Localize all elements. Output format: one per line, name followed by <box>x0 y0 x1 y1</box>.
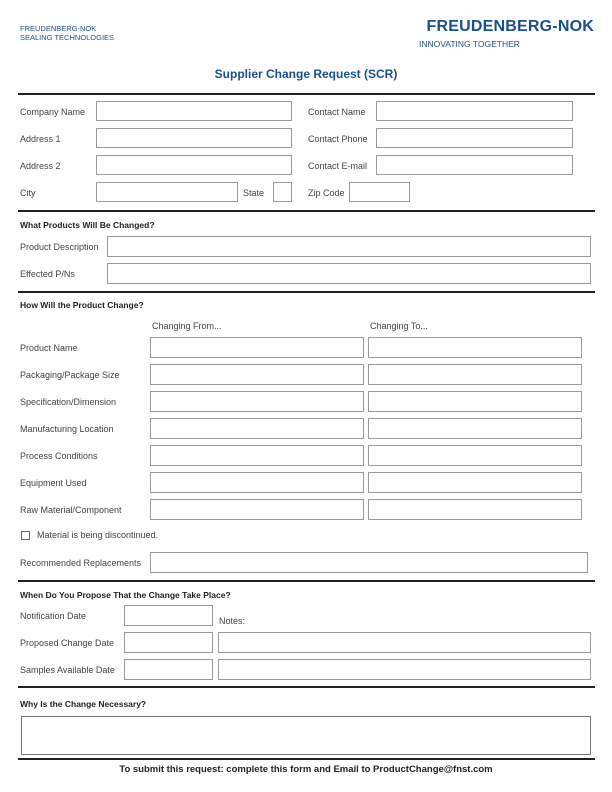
address1-label: Address 1 <box>20 134 61 144</box>
replacements-label: Recommended Replacements <box>20 558 142 568</box>
changing-to-field[interactable] <box>368 364 582 385</box>
changing-from-header: Changing From... <box>152 321 222 331</box>
discontinued-checkbox[interactable] <box>21 531 30 540</box>
divider <box>18 580 595 582</box>
change-row-label: Product Name <box>20 343 78 353</box>
company-name-field[interactable] <box>96 101 292 121</box>
samples-available-date-label: Samples Available Date <box>20 665 115 675</box>
changing-from-field[interactable] <box>150 445 364 466</box>
notification-date-field[interactable] <box>124 605 213 626</box>
address2-field[interactable] <box>96 155 292 175</box>
company-name-small <box>20 24 114 42</box>
proposed-change-date-field[interactable] <box>124 632 213 653</box>
changing-from-field[interactable] <box>150 364 364 385</box>
changing-from-field[interactable] <box>150 337 364 358</box>
samples-available-date-field[interactable] <box>124 659 213 680</box>
change-row-label: Raw Material/Component <box>20 505 122 515</box>
company-line2: SEALING TECHNOLOGIES <box>20 33 115 42</box>
divider <box>18 686 595 688</box>
address2-label: Address 2 <box>20 161 61 171</box>
timing-heading: When Do You Propose That the Change Take Place? <box>20 590 231 600</box>
state-label: State <box>243 188 265 198</box>
contact-name-label: Contact Name <box>308 107 366 117</box>
product-description-label: Product Description <box>20 242 99 252</box>
notes-field-1[interactable] <box>218 632 591 653</box>
effected-pns-label: Effected P/Ns <box>20 269 75 279</box>
discontinued-label: Material is being discontinued. <box>37 530 159 540</box>
change-row-label: Packaging/Package Size <box>20 370 120 380</box>
notes-field-2[interactable] <box>218 659 591 680</box>
change-row-label: Process Conditions <box>20 451 98 461</box>
effected-pns-field[interactable] <box>107 263 591 284</box>
contact-phone-label: Contact Phone <box>308 134 368 144</box>
proposed-change-date-label: Proposed Change Date <box>20 638 115 648</box>
contact-phone-field[interactable] <box>376 128 573 148</box>
why-heading: Why Is the Change Necessary? <box>20 699 147 709</box>
changing-from-field[interactable] <box>150 391 364 412</box>
replacements-field[interactable] <box>150 552 588 573</box>
zip-label: Zip Code <box>308 188 345 198</box>
state-field[interactable] <box>273 182 292 202</box>
brand-tagline: INNOVATING TOGETHER <box>419 39 520 49</box>
address1-field[interactable] <box>96 128 292 148</box>
divider <box>18 758 595 760</box>
change-row-label: Equipment Used <box>20 478 87 488</box>
change-heading: How Will the Product Change? <box>20 300 144 310</box>
changing-to-header: Changing To... <box>370 321 428 331</box>
contact-email-field[interactable] <box>376 155 573 175</box>
products-heading: What Products Will Be Changed? <box>20 220 155 230</box>
notes-label: Notes: <box>219 616 246 626</box>
submit-instructions: To submit this request: complete this form and Email to ProductChange@fnst.com <box>119 764 493 775</box>
city-field[interactable] <box>96 182 238 202</box>
contact-email-label: Contact E-mail <box>308 161 368 171</box>
notification-date-label: Notification Date <box>20 611 87 621</box>
changing-to-field[interactable] <box>368 337 582 358</box>
divider <box>18 93 595 95</box>
company-name-label: Company Name <box>20 107 86 117</box>
changing-to-field[interactable] <box>368 499 582 520</box>
change-row-label: Manufacturing Location <box>20 424 114 434</box>
brand-logo: FREUDENBERG-NOK <box>426 18 594 35</box>
change-row-label: Specification/Dimension <box>20 397 117 407</box>
contact-name-field[interactable] <box>376 101 573 121</box>
divider <box>18 291 595 293</box>
changing-from-field[interactable] <box>150 418 364 439</box>
zip-field[interactable] <box>349 182 410 202</box>
why-field[interactable] <box>21 716 591 755</box>
changing-from-field[interactable] <box>150 472 364 493</box>
product-description-field[interactable] <box>107 236 591 257</box>
changing-from-field[interactable] <box>150 499 364 520</box>
form-title: Supplier Change Request (SCR) <box>214 67 398 81</box>
changing-to-field[interactable] <box>368 391 582 412</box>
divider <box>18 210 595 212</box>
changing-to-field[interactable] <box>368 472 582 493</box>
changing-to-field[interactable] <box>368 418 582 439</box>
company-line1: FREUDENBERG-NOK <box>20 24 97 33</box>
city-label: City <box>20 188 36 198</box>
changing-to-field[interactable] <box>368 445 582 466</box>
